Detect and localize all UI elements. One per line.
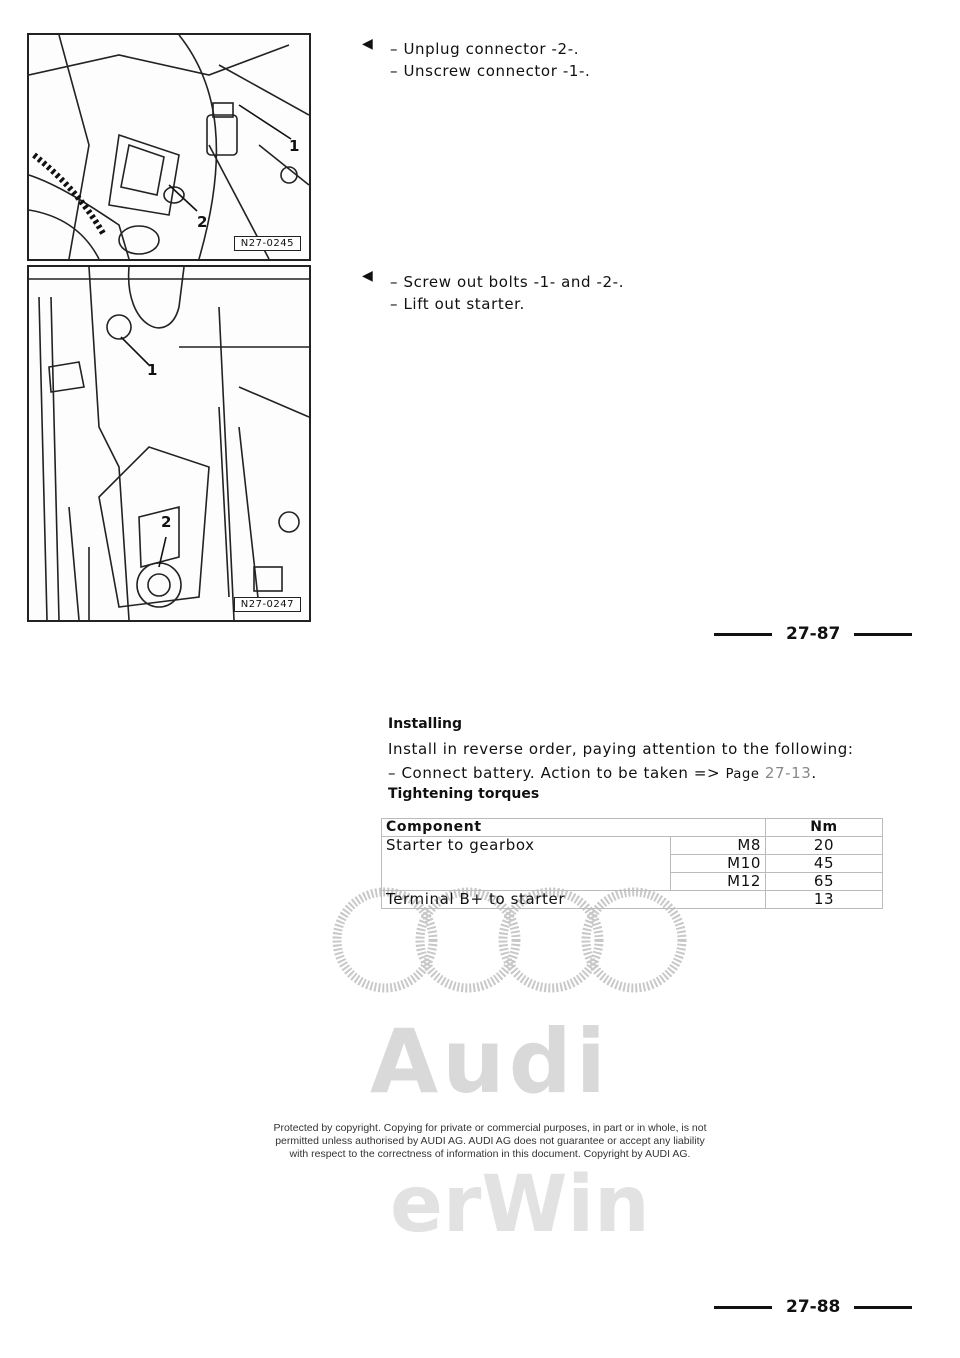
battery-step — [388, 764, 817, 782]
figure-id-label: N27-0247 — [234, 597, 301, 612]
starter-illustration — [29, 267, 309, 620]
page-word: Page — [725, 767, 760, 782]
rule-left — [714, 1306, 772, 1309]
step-unplug: – Unplug connector -2-. — [390, 40, 580, 58]
install-instruction: Install in reverse order, paying attention to the following: — [388, 740, 854, 758]
installing-heading: Installing — [388, 716, 463, 732]
page-number-bottom — [700, 1297, 926, 1317]
callout-2: 2 — [161, 513, 172, 531]
connector-illustration — [29, 35, 309, 259]
battery-arrow: => — [693, 764, 721, 782]
step-screw-out: – Screw out bolts -1- and -2-. — [390, 273, 625, 291]
copyright-line: with respect to the correctness of information in this document. Copyright by AUDI AG. — [289, 1148, 691, 1160]
battery-period: . — [811, 764, 817, 782]
page-number-text: 27-88 — [786, 1297, 841, 1317]
header-size — [671, 819, 766, 837]
page-ref-link[interactable]: 27-13 — [764, 764, 812, 782]
torques-heading: Tightening torques — [388, 786, 540, 802]
table-row — [382, 891, 883, 909]
step-lift-out: – Lift out starter. — [390, 295, 525, 313]
left-triangle-icon: ◀ — [362, 268, 373, 284]
steps-figure1 — [390, 38, 590, 82]
cell-size: M10 — [671, 855, 766, 873]
audi-wordmark-watermark: Audi — [370, 1010, 610, 1113]
header-component: Component — [382, 819, 671, 837]
figure-starter-bolts — [27, 265, 311, 622]
cell-size: M8 — [671, 837, 766, 855]
page-number-text: 27-87 — [786, 624, 841, 644]
rule-left — [714, 633, 772, 636]
cell-nm: 45 — [766, 855, 883, 873]
table-row — [382, 837, 883, 855]
page-number-top — [700, 624, 926, 644]
torque-table — [381, 818, 883, 909]
table-header-row — [382, 819, 883, 837]
cell-component: Terminal B+ to starter — [382, 891, 766, 909]
figure-connectors — [27, 33, 311, 261]
callout-2: 2 — [197, 213, 208, 231]
left-triangle-icon: ◀ — [362, 36, 373, 52]
copyright-notice — [250, 1122, 730, 1161]
cell-nm: 13 — [766, 891, 883, 909]
rule-right — [854, 1306, 912, 1309]
battery-step-text: – Connect battery. Action to be taken — [388, 764, 689, 782]
cell-component: Starter to gearbox — [382, 837, 671, 891]
callout-1: 1 — [289, 137, 300, 155]
copyright-line: permitted unless authorised by AUDI AG. AUDI AG does not guarantee or accept any liability — [275, 1135, 705, 1147]
erwin-watermark: erWin — [390, 1160, 650, 1250]
cell-size: M12 — [671, 873, 766, 891]
callout-1: 1 — [147, 361, 158, 379]
cell-nm: 65 — [766, 873, 883, 891]
figure-id-label: N27-0245 — [234, 236, 301, 251]
rule-right — [854, 633, 912, 636]
header-nm: Nm — [766, 819, 883, 837]
copyright-line: Protected by copyright. Copying for private or commercial purposes, in part or in whole, is not — [273, 1122, 707, 1134]
steps-figure2 — [390, 271, 624, 315]
step-unscrew: – Unscrew connector -1-. — [390, 62, 591, 80]
cell-nm: 20 — [766, 837, 883, 855]
